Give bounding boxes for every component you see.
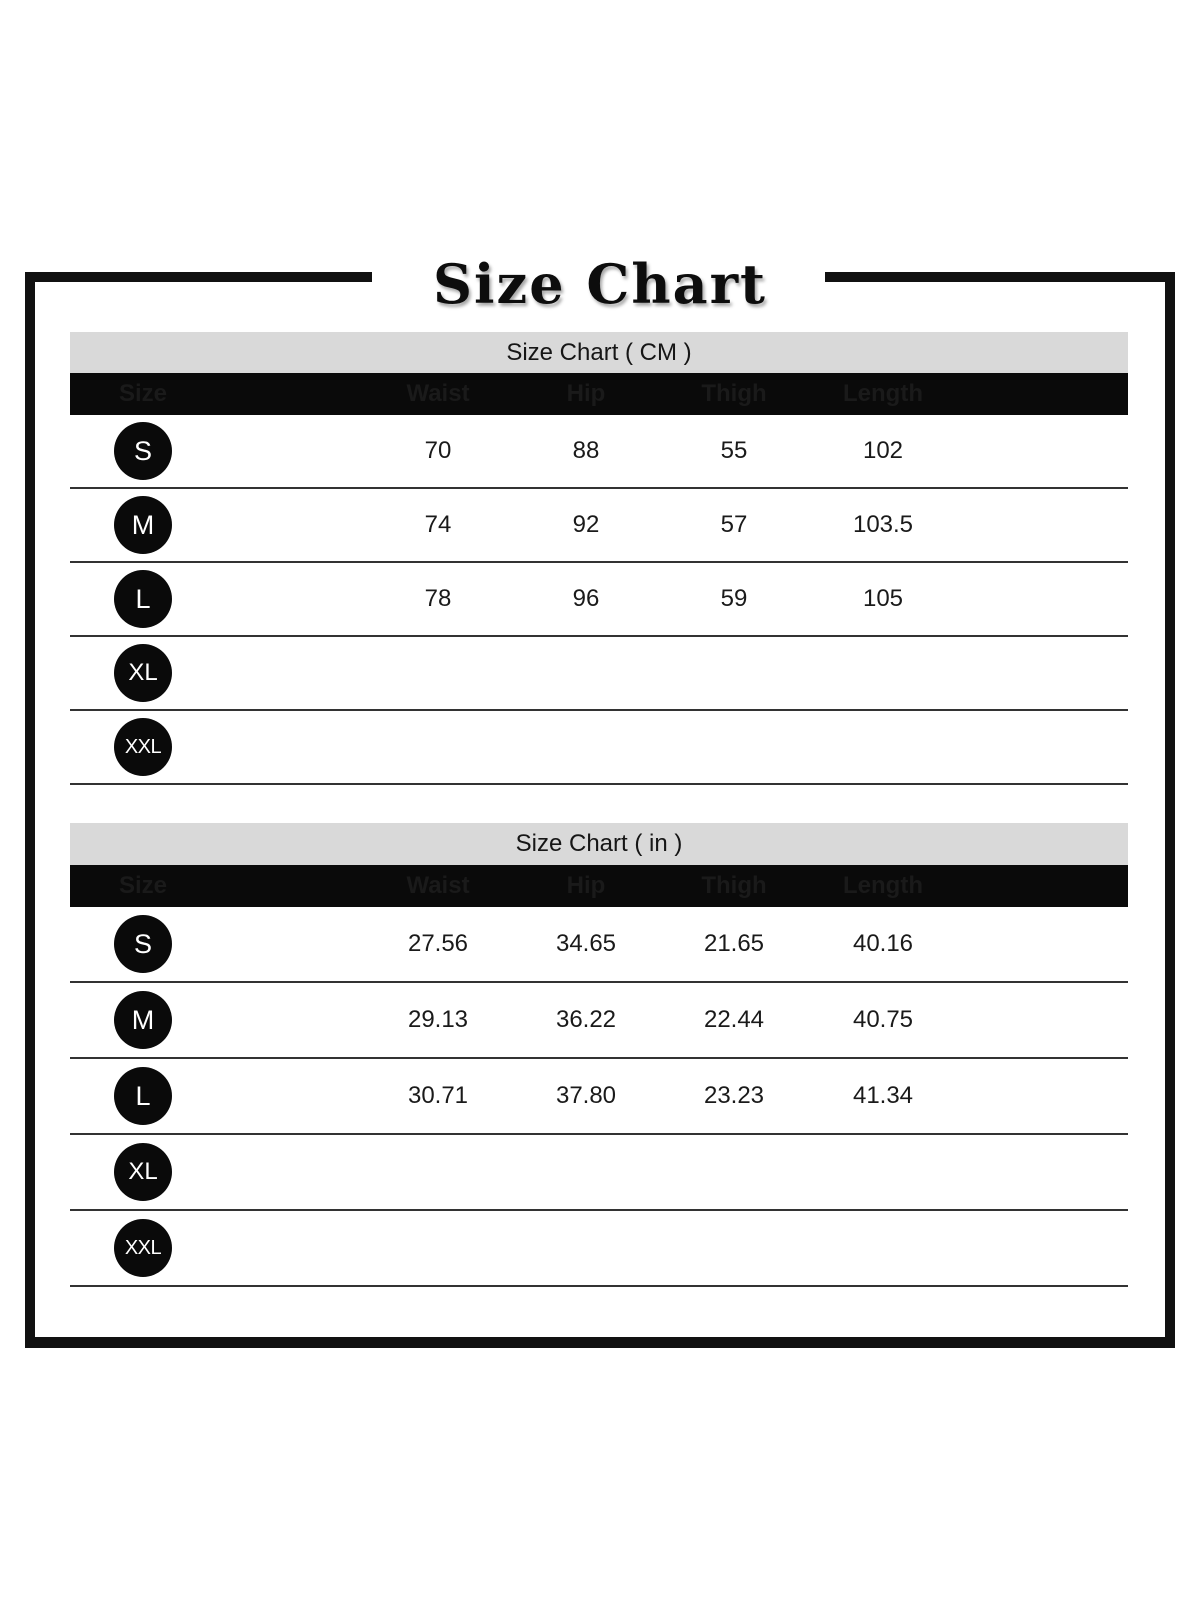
frame-left-bar xyxy=(25,272,35,1348)
cell-waist: 70 xyxy=(424,437,452,464)
cell-hip: 36.22 xyxy=(555,1006,617,1033)
cell-hip: 96 xyxy=(572,585,600,612)
table-row-s xyxy=(70,907,1128,983)
size-badge-xxl: XXL xyxy=(114,718,172,776)
table-row-l xyxy=(70,1059,1128,1135)
col-header-thigh: Thigh xyxy=(701,872,767,899)
table-header-cm xyxy=(70,373,1128,415)
cell-thigh: 57 xyxy=(720,511,748,538)
col-header-size: Size xyxy=(118,380,168,407)
col-header-hip: Hip xyxy=(566,872,606,899)
size-badge-l: L xyxy=(114,1067,172,1125)
size-badge-s: S xyxy=(114,915,172,973)
frame-top-bar-right xyxy=(825,272,1175,282)
cell-thigh: 59 xyxy=(720,585,748,612)
table-row-m xyxy=(70,489,1128,563)
col-header-thigh: Thigh xyxy=(701,380,767,407)
table-row-l xyxy=(70,563,1128,637)
cell-thigh: 21.65 xyxy=(703,930,765,957)
size-table-in xyxy=(70,823,1128,1287)
size-badge-xl: XL xyxy=(114,644,172,702)
cell-thigh: 23.23 xyxy=(703,1082,765,1109)
size-badge-xxl: XXL xyxy=(114,1219,172,1277)
size-badge-m: M xyxy=(114,991,172,1049)
cell-hip: 92 xyxy=(572,511,600,538)
cell-thigh: 22.44 xyxy=(703,1006,765,1033)
size-badge-l: L xyxy=(114,570,172,628)
cell-length: 41.34 xyxy=(852,1082,914,1109)
cell-length: 103.5 xyxy=(852,511,914,538)
col-header-size: Size xyxy=(118,872,168,899)
size-badge-xl: XL xyxy=(114,1143,172,1201)
frame-bottom-bar xyxy=(25,1337,1175,1348)
size-badge-s: S xyxy=(114,422,172,480)
col-header-waist: Waist xyxy=(406,872,470,899)
col-header-waist: Waist xyxy=(406,380,470,407)
cell-waist: 78 xyxy=(424,585,452,612)
cell-waist: 30.71 xyxy=(407,1082,469,1109)
table-caption-cm: Size Chart ( CM ) xyxy=(70,332,1128,373)
frame-top-bar-left xyxy=(25,272,372,282)
cell-hip: 88 xyxy=(572,437,600,464)
size-table-cm xyxy=(70,332,1128,785)
cell-length: 40.16 xyxy=(852,930,914,957)
cell-waist: 27.56 xyxy=(407,930,469,957)
col-header-hip: Hip xyxy=(566,380,606,407)
cell-hip: 37.80 xyxy=(555,1082,617,1109)
cell-waist: 74 xyxy=(424,511,452,538)
table-row-xxl xyxy=(70,1211,1128,1287)
page-title: Size Chart xyxy=(433,252,767,317)
cell-length: 40.75 xyxy=(852,1006,914,1033)
col-header-length: Length xyxy=(843,380,923,407)
table-row-xxl xyxy=(70,711,1128,785)
table-row-xl xyxy=(70,637,1128,711)
table-row-xl xyxy=(70,1135,1128,1211)
table-row-m xyxy=(70,983,1128,1059)
cell-waist: 29.13 xyxy=(407,1006,469,1033)
cell-thigh: 55 xyxy=(720,437,748,464)
cell-length: 105 xyxy=(862,585,904,612)
size-badge-m: M xyxy=(114,496,172,554)
cell-length: 102 xyxy=(862,437,904,464)
table-row-s xyxy=(70,415,1128,489)
table-header-in xyxy=(70,865,1128,907)
frame-right-bar xyxy=(1165,272,1175,1348)
cell-hip: 34.65 xyxy=(555,930,617,957)
col-header-length: Length xyxy=(843,872,923,899)
table-caption-in: Size Chart ( in ) xyxy=(70,823,1128,865)
